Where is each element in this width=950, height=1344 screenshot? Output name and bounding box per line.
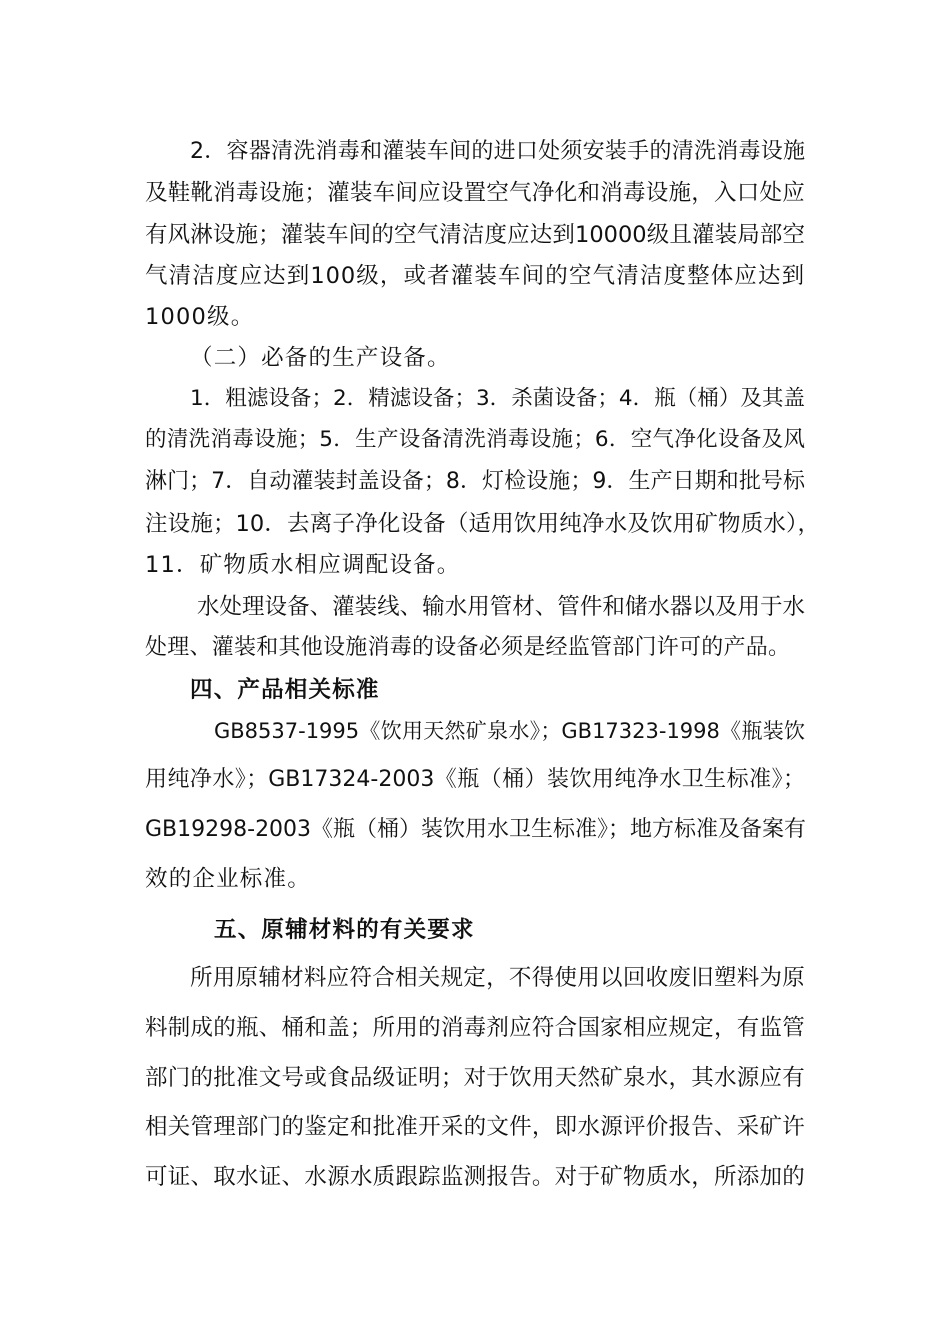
paragraph-line: 水处理设备、灌装线、输水用管材、管件和储水器以及用于水: [197, 594, 805, 620]
paragraph-line: 注设施；10．去离子净化设备（适用饮用纯净水及饮用矿物质水），: [145, 511, 820, 537]
section-heading: 五、原辅材料的有关要求: [214, 917, 475, 943]
paragraph-line: 2．容器清洗消毒和灌装车间的进口处须安装手的清洗消毒设施: [190, 139, 805, 164]
paragraph-line: 及鞋靴消毒设施；灌装车间应设置空气净化和消毒设施，入口处应: [145, 180, 805, 206]
paragraph-line: 处理、灌装和其他设施消毒的设备必须是经监管部门许可的产品。: [145, 635, 790, 660]
paragraph-line: 气清洁度应达到100级，或者灌装车间的空气清洁度整体应达到: [145, 263, 805, 289]
paragraph-line: 效的企业标准。: [145, 866, 311, 892]
section-heading: 四、产品相关标准: [190, 677, 380, 703]
paragraph-line: GB8537-1995《饮用天然矿泉水》；GB17323-1998《瓶装饮: [214, 719, 805, 743]
paragraph-line: GB19298-2003《瓶（桶）装饮用水卫生标准》；地方标准及备案有: [145, 817, 807, 842]
paragraph-line: 11．矿物质水相应调配设备。: [145, 552, 461, 578]
paragraph-line: 所用原辅材料应符合相关规定，不得使用以回收废旧塑料为原: [190, 965, 805, 991]
paragraph-line: 相关管理部门的鉴定和批准开采的文件，即水源评价报告、采矿许: [145, 1114, 805, 1140]
paragraph-line: 用纯净水》；GB17324-2003《瓶（桶）装饮用纯净水卫生标准》；: [145, 767, 805, 792]
paragraph-line: 可证、取水证、水源水质跟踪监测报告。对于矿物质水，所添加的: [145, 1164, 805, 1190]
paragraph-line: 有风淋设施；灌装车间的空气清洁度应达到10000级且灌装局部空: [145, 222, 805, 248]
subsection-heading: （二）必备的生产设备。: [190, 345, 451, 371]
paragraph-line: 1．粗滤设备；2．精滤设备；3．杀菌设备；4．瓶（桶）及其盖: [190, 386, 805, 411]
paragraph-line: 部门的批准文号或食品级证明；对于饮用天然矿泉水，其水源应有: [145, 1065, 805, 1091]
paragraph-line: 淋门；7．自动灌装封盖设备；8．灯检设施；9．生产日期和批号标: [145, 469, 805, 494]
paragraph-line: 的清洗消毒设施；5．生产设备清洗消毒设施；6．空气净化设备及风: [145, 427, 805, 452]
paragraph-line: 1000级。: [145, 304, 255, 330]
paragraph-line: 料制成的瓶、桶和盖；所用的消毒剂应符合国家相应规定，有监管: [145, 1015, 805, 1041]
